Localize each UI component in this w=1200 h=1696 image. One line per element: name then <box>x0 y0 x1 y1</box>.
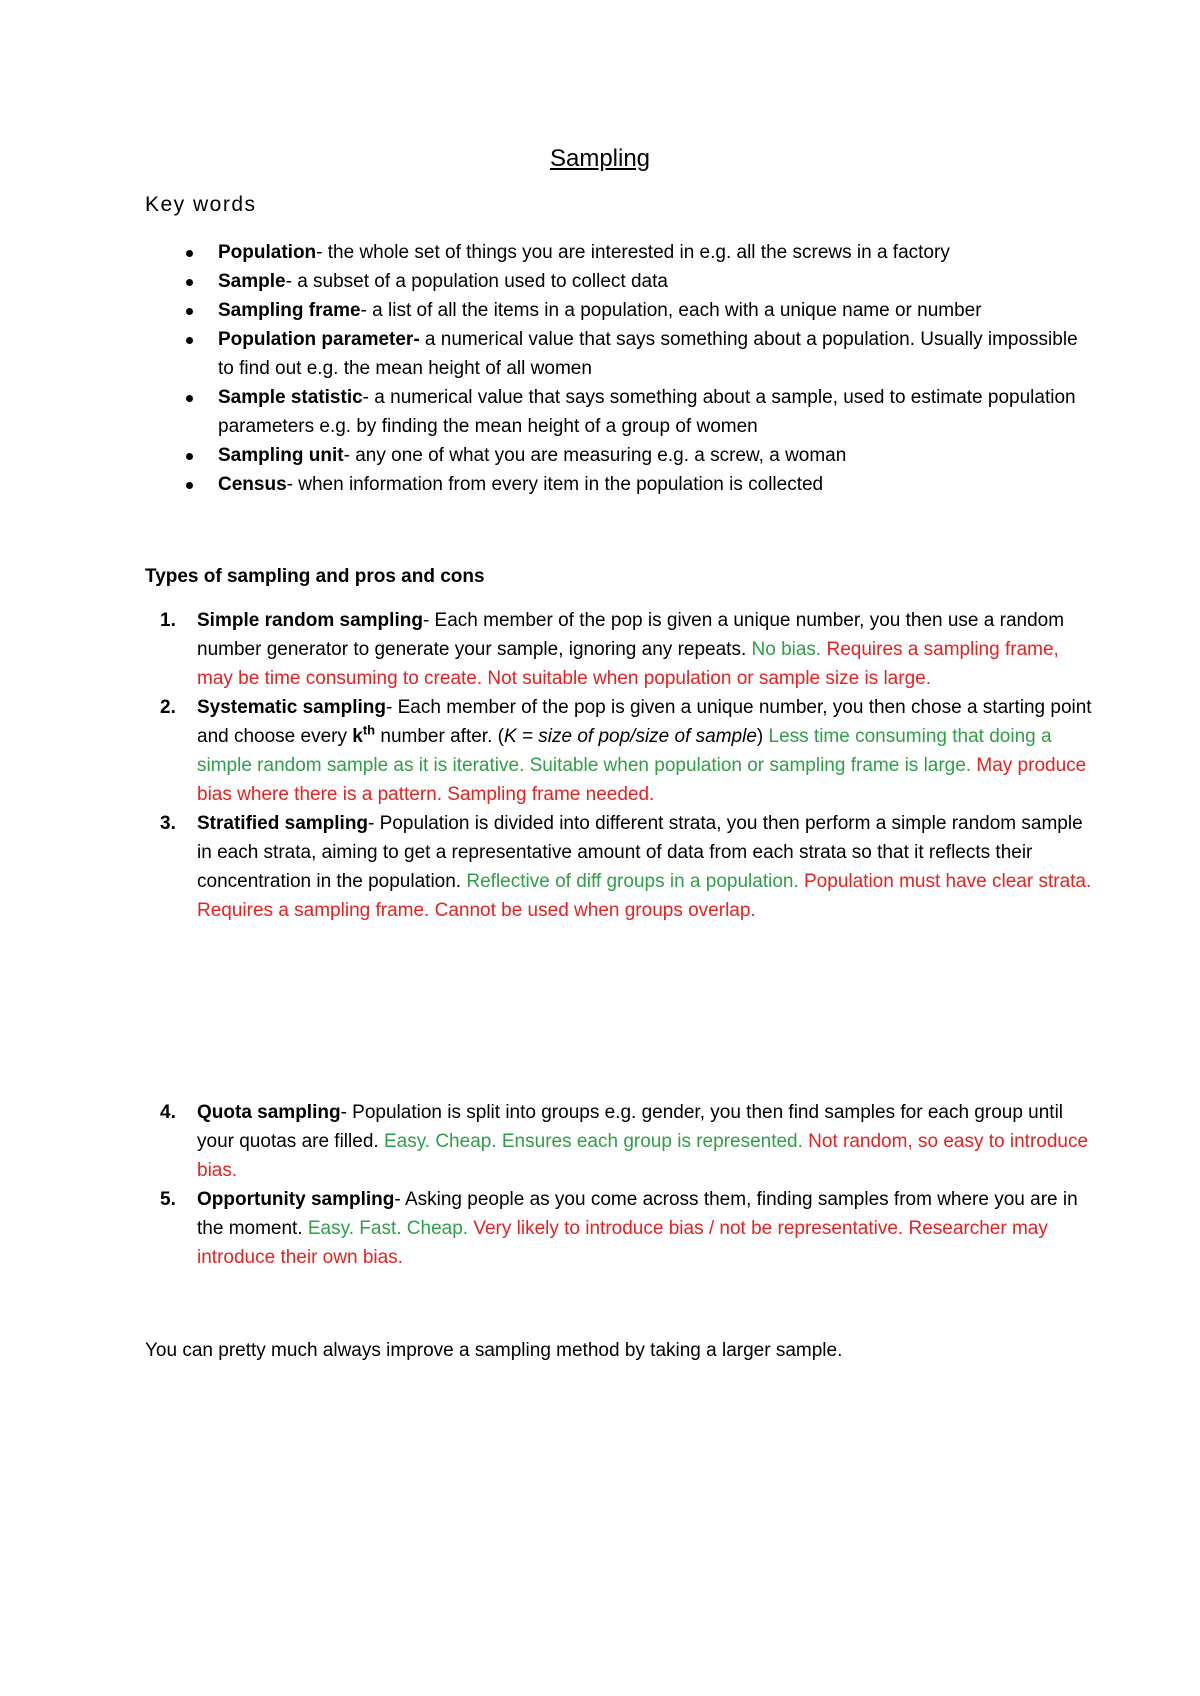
method-item-systematic <box>145 693 1095 809</box>
list-item <box>145 325 1095 383</box>
method-description: - Asking people as you come across them, finding samples from where you are in the moment. <box>197 1189 1078 1239</box>
method-description-cont: number after. ( <box>375 726 504 747</box>
key-word-definition: - when information from every item in the population is collected <box>286 474 824 495</box>
key-word-term: Census <box>218 474 287 495</box>
method-cons: Very likely to introduce bias / not be representative. Researcher may introduce their own bias. <box>197 1218 1048 1268</box>
bullet-icon <box>186 395 193 402</box>
sampling-methods-list <box>145 606 1095 925</box>
method-item-stratified <box>145 809 1095 925</box>
method-number: 5. <box>160 1189 176 1210</box>
method-name: Simple random sampling <box>197 610 423 631</box>
method-number: 3. <box>160 813 176 834</box>
method-number: 4. <box>160 1102 176 1123</box>
bullet-icon <box>186 279 193 286</box>
key-word-definition: - the whole set of things you are interested in e.g. all the screws in a factory <box>316 242 950 263</box>
method-number: 1. <box>160 610 176 631</box>
list-item <box>145 470 1095 499</box>
key-word-definition: - a numerical value that says something about a sample, used to estimate population parameters e.g. by finding the mean height of a group of women <box>218 387 1076 437</box>
method-pros: Easy. Cheap. Ensures each group is represented. <box>378 1131 803 1152</box>
method-name: Stratified sampling <box>197 813 369 834</box>
key-word-definition: - a subset of a population used to collect data <box>285 271 668 292</box>
method-number: 2. <box>160 697 176 718</box>
bullet-icon <box>186 250 193 257</box>
key-word-definition: - any one of what you are measuring e.g. a screw, a woman <box>343 445 847 466</box>
kth-letter: k <box>352 726 363 747</box>
key-word-definition: a numerical value that says something about a population. Usually impossible to find out e.g. the mean height of all women <box>218 329 1078 379</box>
bullet-icon <box>186 453 193 460</box>
method-pros: Easy. Fast. Cheap. <box>302 1218 469 1239</box>
method-item-quota <box>145 1098 1095 1185</box>
method-item-simple-random <box>145 606 1095 693</box>
method-description: - Each member of the pop is given a unique number, you then chose a starting point and choose every <box>197 697 1092 747</box>
list-item <box>145 441 1095 470</box>
formula-close: ) <box>756 726 764 747</box>
list-item <box>145 383 1095 441</box>
closing-note: You can pretty much always improve a sampling method by taking a larger sample. <box>145 1340 843 1361</box>
key-word-term: Sample statistic <box>218 387 363 408</box>
page-title: Sampling <box>549 145 651 172</box>
bullet-icon <box>186 337 193 344</box>
method-pros: No bias. <box>746 639 822 660</box>
key-word-term: Population <box>218 242 317 263</box>
key-word-term: Sample <box>218 271 286 292</box>
key-word-term: Sampling frame <box>218 300 361 321</box>
key-words-heading: Key words <box>145 193 257 216</box>
method-name: Quota sampling <box>197 1102 341 1123</box>
method-item-opportunity <box>145 1185 1095 1272</box>
types-of-sampling-heading: Types of sampling and pros and cons <box>145 566 485 587</box>
method-description: - Population is divided into different strata, you then perform a simple random sample in each strata, aiming to get a representative amount of data from each strata so that it reflects their concentration in the population. <box>197 813 1083 892</box>
list-item <box>145 267 1095 296</box>
method-cons: Requires a sampling frame, may be time consuming to create. Not suitable when population or sample size is large. <box>197 639 1059 689</box>
bullet-icon <box>186 308 193 315</box>
method-name: Systematic sampling <box>197 697 387 718</box>
method-name: Opportunity sampling <box>197 1189 395 1210</box>
list-item <box>145 296 1095 325</box>
key-word-term: Population parameter- <box>218 329 420 350</box>
method-pros: Less time consuming that doing a simple random sample as it is iterative. Suitable when population or sampling frame is large. <box>197 726 1052 776</box>
kth-superscript: th <box>362 722 376 738</box>
bullet-icon <box>186 482 193 489</box>
method-cons: Population must have clear strata. Requires a sampling frame. Cannot be used when groups overlap. <box>197 871 1092 921</box>
key-word-definition: - a list of all the items in a population, each with a unique name or number <box>360 300 982 321</box>
method-cons: Not random, so easy to introduce bias. <box>197 1131 1089 1181</box>
sampling-methods-list-continued <box>145 1098 1095 1272</box>
list-item <box>145 238 1095 267</box>
method-cons: May produce bias where there is a pattern. Sampling frame needed. <box>197 755 1087 805</box>
interval-formula: K = size of pop/size of sample <box>503 726 757 747</box>
key-word-term: Sampling unit <box>218 445 344 466</box>
key-words-list <box>145 238 1095 499</box>
method-description: - Population is split into groups e.g. gender, you then find samples for each group until your quotas are filled. <box>197 1102 1064 1152</box>
method-description: - Each member of the pop is given a unique number, you then use a random number generator to generate your sample, ignoring any repeats. <box>197 610 1065 660</box>
method-pros: Reflective of diff groups in a population. <box>461 871 799 892</box>
